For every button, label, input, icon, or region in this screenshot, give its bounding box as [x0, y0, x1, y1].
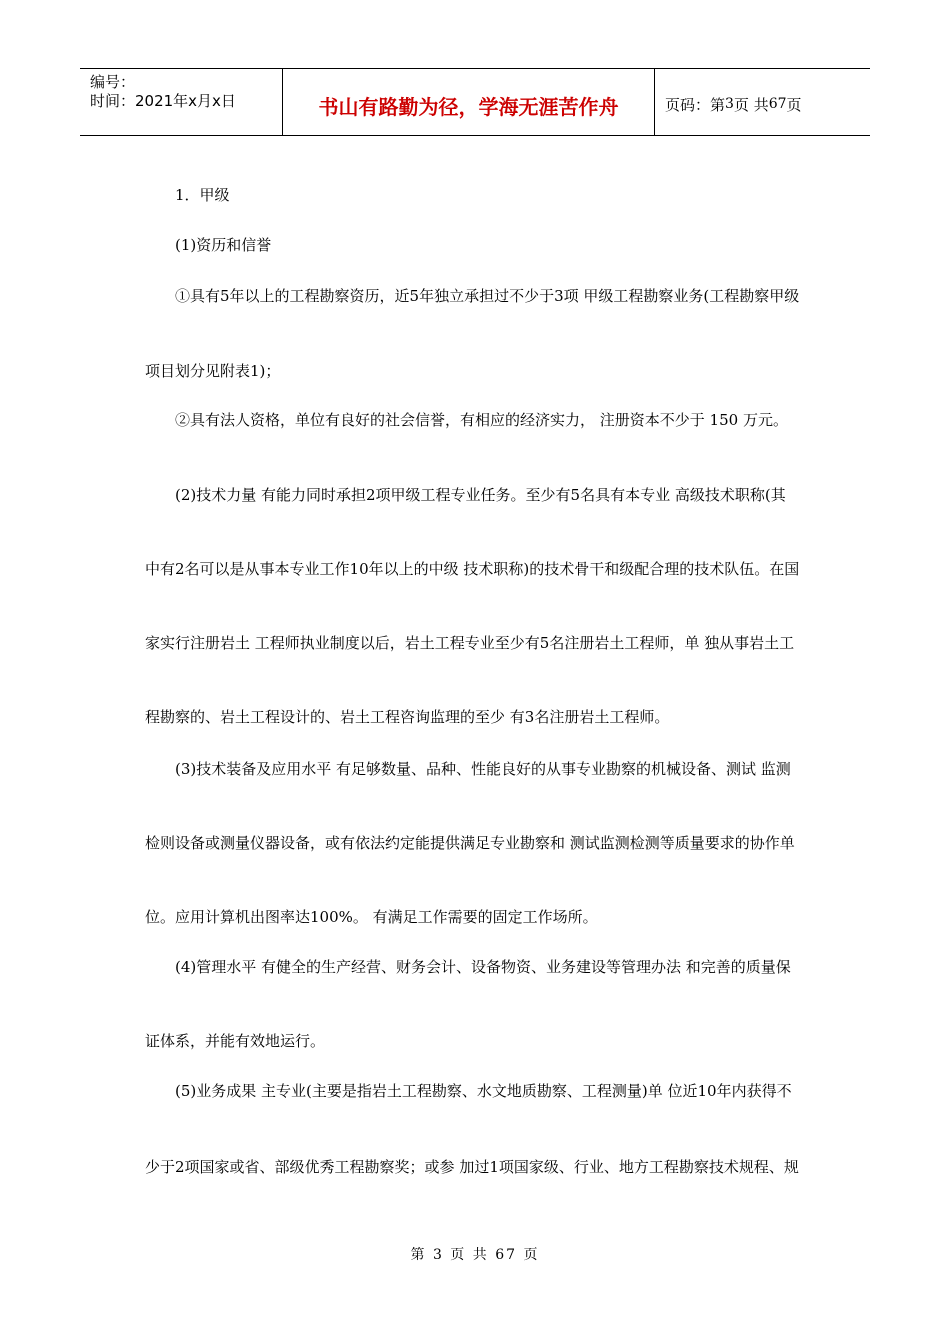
paragraph: 位。应用计算机出图率达100%。 有满足工作需要的固定工作场所。: [145, 908, 598, 926]
paragraph: (1)资历和信誉: [175, 236, 272, 254]
header-motto: 书山有路勤为径，学海无涯苦作舟: [282, 69, 655, 135]
page-current: 3: [725, 96, 734, 112]
paragraph: 家实行注册岩土 工程师执业制度以后，岩土工程专业至少有5名注册岩土工程师，单 独从事岩土工: [145, 634, 795, 652]
paragraph: 证体系，并能有效地运行。: [145, 1032, 326, 1050]
header-page-info: [655, 69, 870, 135]
document-date: 时间：2021年x月x日: [90, 92, 236, 110]
page-mid: 页 共: [733, 95, 769, 114]
page-total: 67: [768, 96, 787, 112]
paragraph: (5)业务成果 主专业(主要是指岩土工程勘察、水文地质勘察、工程测量)单 位近10年内获得不: [175, 1082, 792, 1100]
paragraph: ②具有法人资格，单位有良好的社会信誉，有相应的经济实力， 注册资本不少于 150 万元。: [175, 411, 788, 429]
page-suffix: 页: [786, 95, 802, 114]
paragraph: ①具有5年以上的工程勘察资历，近5年独立承担过不少于3项 甲级工程勘察业务(工程勘察甲级: [175, 287, 800, 305]
paragraph: 检则设备或测量仪器设备，或有依法约定能提供满足专业勘察和 测试监测检测等质量要求的协作单: [145, 834, 795, 852]
header-meta: [80, 69, 282, 135]
page-footer: 第 3 页 共 67 页: [410, 1247, 540, 1263]
paragraph: 1．甲级: [175, 186, 230, 204]
paragraph: (4)管理水平 有健全的生产经营、财务会计、设备物资、业务建设等管理办法 和完善的质量保: [175, 958, 791, 976]
paragraph: 少于2项国家或省、部级优秀工程勘察奖；或参 加过1项国家级、行业、地方工程勘察技术规程、规: [145, 1158, 799, 1176]
page-header: [80, 68, 870, 136]
paragraph: (2)技术力量 有能力同时承担2项甲级工程专业任务。至少有5名具有本专业 高级技术职称(其: [175, 486, 786, 504]
paragraph: 程勘察的、岩土工程设计的、岩土工程咨询监理的至少 有3名注册岩土工程师。: [145, 708, 670, 726]
document-number-label: 编号：: [90, 73, 136, 91]
page-prefix: 页码：第: [665, 95, 726, 114]
paragraph: 中有2名可以是从事本专业工作10年以上的中级 技术职称)的技术骨干和级配合理的技术队伍。在国: [145, 560, 800, 578]
paragraph: 项目划分见附表1)；: [145, 362, 281, 380]
paragraph: (3)技术装备及应用水平 有足够数量、品种、性能良好的从事专业勘察的机械设备、测试 监测: [175, 760, 791, 778]
